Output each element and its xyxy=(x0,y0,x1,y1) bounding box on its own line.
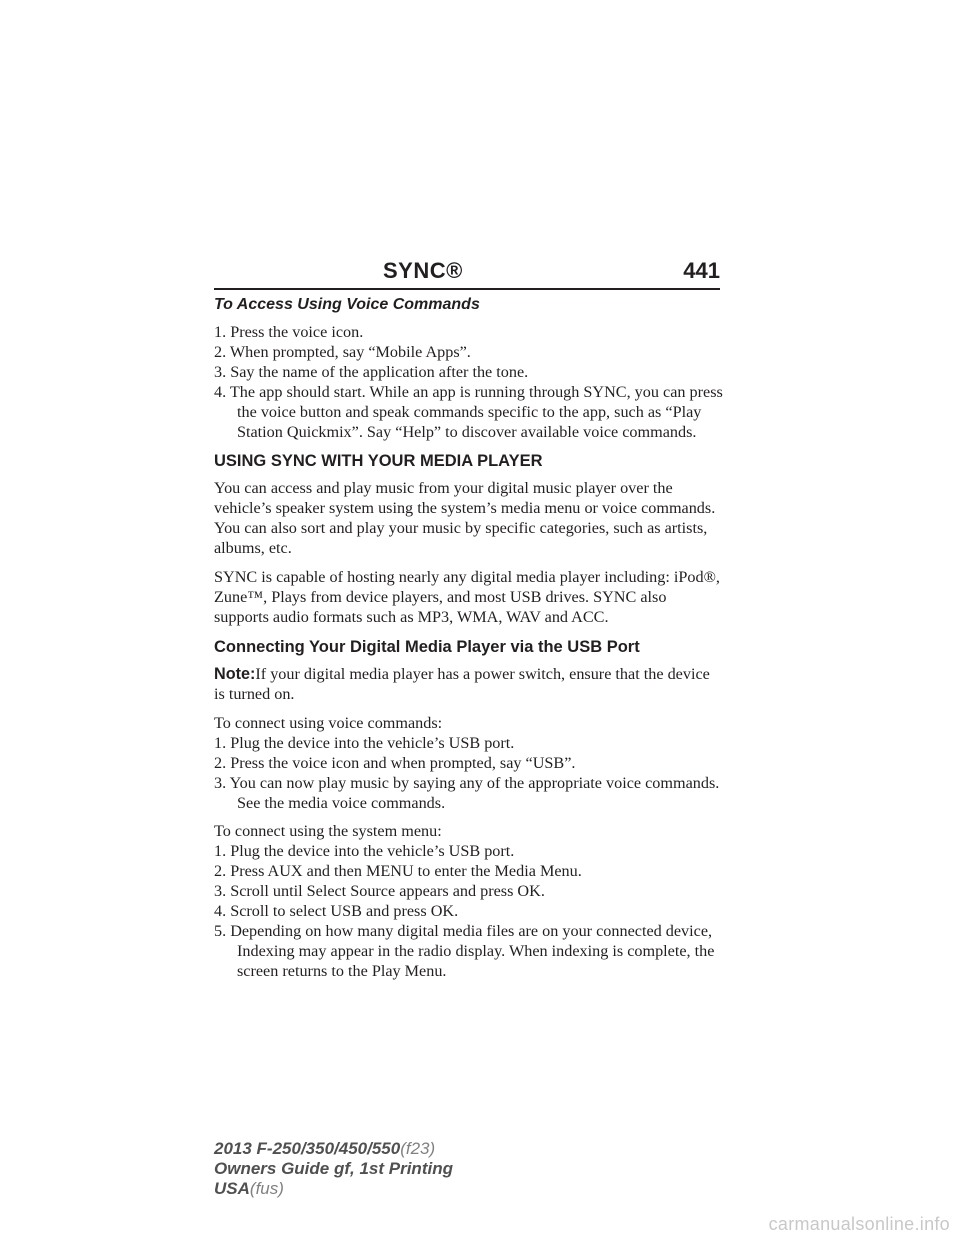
note-label: Note: xyxy=(214,665,256,683)
footer-region: USA xyxy=(214,1179,250,1198)
media-player-heading: USING SYNC WITH YOUR MEDIA PLAYER xyxy=(214,452,543,470)
footer-model: 2013 F-250/350/450/550 xyxy=(214,1139,401,1158)
list-item: 1. Plug the device into the vehicle’s USB port. xyxy=(214,842,515,860)
footer-region-code: (fus) xyxy=(249,1179,284,1198)
footer-line-2: Owners Guide gf, 1st Printing xyxy=(214,1159,453,1178)
voice-connect-intro: To connect using voice commands: xyxy=(214,714,443,732)
list-item: 2. When prompted, say “Mobile Apps”. xyxy=(214,343,471,361)
list-item: 1. Press the voice icon. xyxy=(214,323,364,341)
list-item: 3. Say the name of the application after the tone. xyxy=(214,363,529,381)
footer-line-1 xyxy=(214,1139,453,1159)
list-item: 1. Plug the device into the vehicle’s USB port. xyxy=(214,734,515,752)
usb-note xyxy=(214,664,724,704)
footer-model-code: (f23) xyxy=(400,1139,436,1158)
header-divider xyxy=(214,288,720,290)
usb-heading: Connecting Your Digital Media Player via the USB Port xyxy=(214,638,640,656)
list-item: 3. You can now play music by saying any of the appropriate voice commands. See the media voice commands. xyxy=(214,774,720,812)
media-player-paragraph: SYNC is capable of hosting nearly any digital media player including: iPod®, Zune™, Plays from device players, and most USB drives. SYNC also supports audio formats such as MP3, WMA, WAV and ACC. xyxy=(214,568,720,626)
menu-connect-steps xyxy=(214,841,724,981)
voice-access-steps xyxy=(214,322,724,442)
print-footer xyxy=(214,1139,453,1199)
watermark: carmanualsonline.info xyxy=(768,1214,950,1234)
list-item: 2. Press the voice icon and when prompted, say “USB”. xyxy=(214,754,576,772)
voice-access-heading: To Access Using Voice Commands xyxy=(214,296,480,313)
footer-line-3 xyxy=(214,1179,453,1199)
list-item: 3. Scroll until Select Source appears and press OK. xyxy=(214,882,545,900)
note-text: If your digital media player has a power switch, ensure that the device is turned on. xyxy=(214,665,710,703)
media-player-paragraph: You can access and play music from your digital music player over the vehicle’s speaker system using the system’s media menu or voice commands. You can also sort and play your music by specific categories, such as artists, albums, etc. xyxy=(214,479,716,557)
page-header xyxy=(214,252,720,292)
list-item: 5. Depending on how many digital media files are on your connected device, Indexing may appear in the radio display. When indexing is complete, the screen returns to the Play Menu. xyxy=(214,922,715,980)
voice-connect-steps xyxy=(214,733,724,813)
page-content xyxy=(214,294,724,981)
list-item: 4. Scroll to select USB and press OK. xyxy=(214,902,459,920)
page-number: 441 xyxy=(683,258,720,283)
menu-connect-intro: To connect using the system menu: xyxy=(214,822,442,840)
list-item: 2. Press AUX and then MENU to enter the Media Menu. xyxy=(214,862,582,880)
section-title: SYNC® xyxy=(383,258,463,283)
list-item: 4. The app should start. While an app is running through SYNC, you can press the voice button and speak commands specific to the app, such as “Play Station Quickmix”. Say “Help” to discover available voice commands. xyxy=(214,383,723,441)
